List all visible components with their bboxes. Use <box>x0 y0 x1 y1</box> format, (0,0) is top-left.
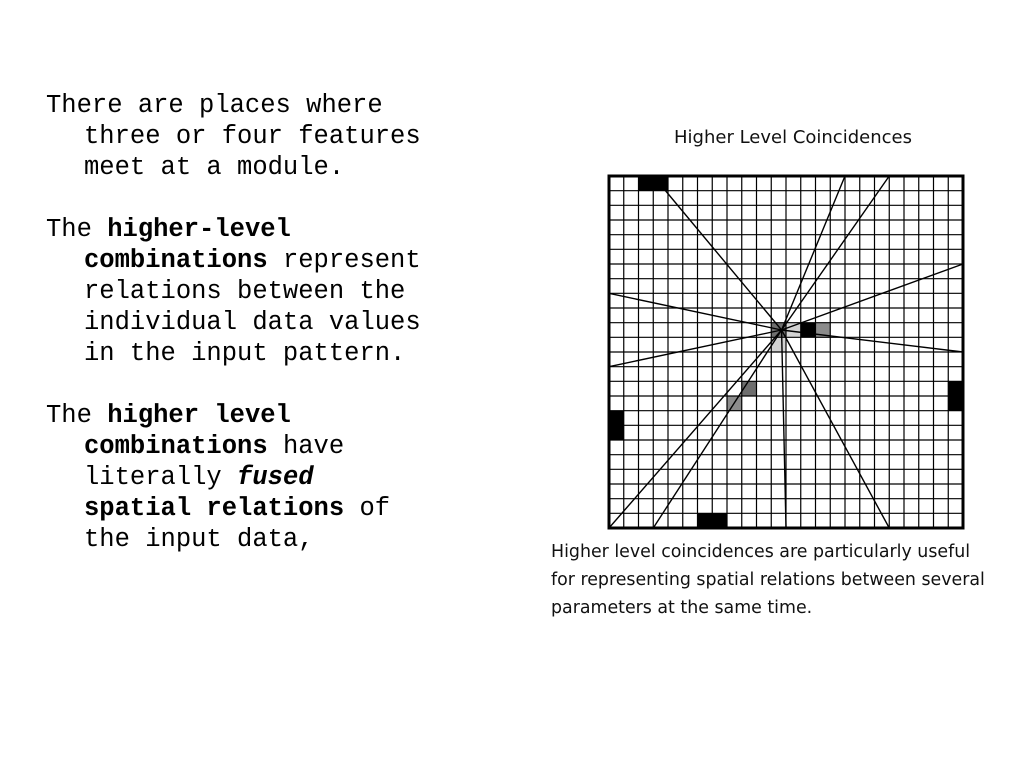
caption-line: parameters at the same time. <box>551 598 813 618</box>
text-segment: The <box>46 401 108 430</box>
feature-line <box>782 264 963 330</box>
grid-cell-light <box>786 323 801 338</box>
text-segment: have literally <box>84 432 345 492</box>
coincidence-grid-diagram <box>604 172 968 532</box>
figure-title: Higher Level Coincidences <box>674 127 912 148</box>
grid-cell-black <box>639 176 654 191</box>
grid-cell-black <box>948 396 963 411</box>
grid-cell-black <box>948 381 963 396</box>
grid-cell-black <box>712 513 727 528</box>
text-segment: The <box>46 215 108 244</box>
text-segment: of the input data, <box>84 494 391 554</box>
bullet-item <box>46 400 426 555</box>
grid-cell-black <box>698 513 713 528</box>
bullet-item <box>46 214 426 369</box>
text-segment: There are places where three or four features meet at a module. <box>46 91 421 182</box>
grid-cell-black <box>609 411 624 426</box>
bold-text: higher level combinations <box>84 401 291 461</box>
caption-line: for representing spatial relations between several <box>551 570 985 590</box>
figure-caption <box>551 538 1023 622</box>
feature-line <box>609 330 782 367</box>
feature-line <box>782 330 963 352</box>
bullet-item <box>46 90 426 183</box>
bold-text: higher-level combinations <box>84 215 291 275</box>
bold-text: spatial relations <box>84 494 345 523</box>
grid-cell-black <box>609 425 624 440</box>
caption-line: Higher level coincidences are particularly useful <box>551 542 971 562</box>
grid-cell-black <box>801 323 816 338</box>
bold-italic-text: fused <box>237 463 314 492</box>
bullet-list <box>46 90 426 586</box>
text-segment: represent relations between the individual data values in the input pattern. <box>84 246 421 368</box>
